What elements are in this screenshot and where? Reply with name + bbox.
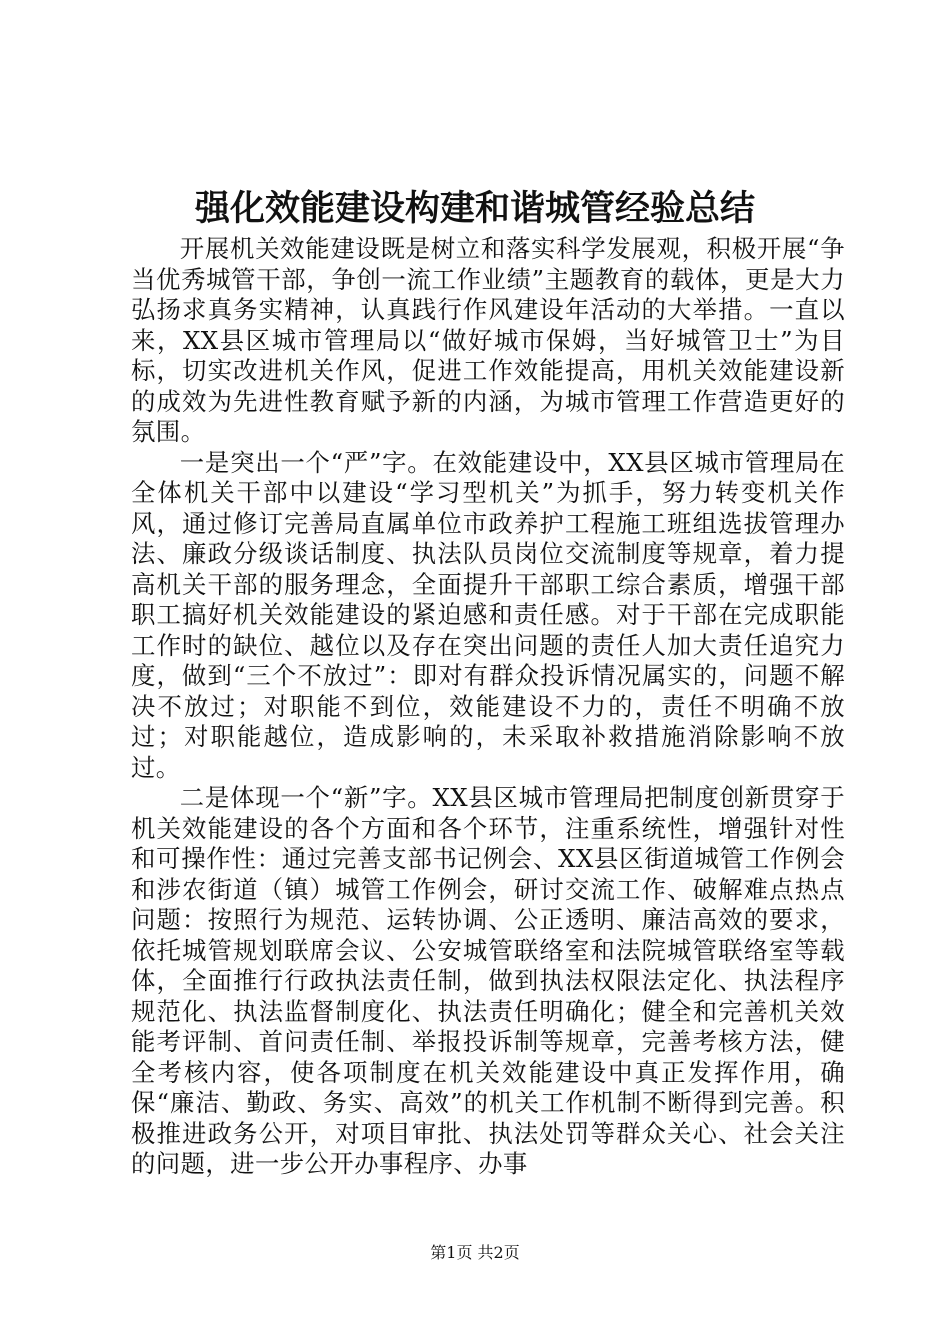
paragraph-intro: 开展机关效能建设既是树立和落实科学发展观，积极开展“争当优秀城管干部，争创一流工作业绩”主题教育的载体，更是大力弘扬求真务实精神，认真践行作风建设年活动的大举措。一直以来，XX县区城市管理局以“做好城市保姆，当好城管卫士”为目标，切实改进机关作风，促进工作效能提高，用机关效能建设新的成效为先进性教育赋予新的内涵，为城市管理工作营造更好的氛围。 xyxy=(131,234,845,446)
document-title: 强化效能建设构建和谐城管经验总结 xyxy=(194,189,755,229)
paragraph-new: 二是体现一个“新”字。XX县区城市管理局把制度创新贯穿于机关效能建设的各个方面和各个环节，注重系统性，增强针对性和可操作性：通过完善支部书记例会、XX县区街道城管工作例会和涉农街道（镇）城管工作例会，研讨交流工作、破解难点热点问题：按照行为规范、运转协调、公正透明、廉洁高效的要求，依托城管规划联席会议、公安城管联络室和法院城管联络室等载体，全面推行行政执法责任制，做到执法权限法定化、执法程序规范化、执法监督制度化、执法责任明确化；健全和完善机关效能考评制、首问责任制、举报投诉制等规章，完善考核方法，健全考核内容，使各项制度在机关效能建设中真正发挥作用，确保“廉洁、勤政、务实、高效”的机关工作机制不断得到完善。积极推进政务公开，对项目审批、执法处罚等群众关心、社会关注的问题，进一步公开办事程序、办事 xyxy=(131,783,845,1178)
paragraph-strict: 一是突出一个“严”字。在效能建设中，XX县区城市管理局在全体机关干部中以建设“学习型机关”为抓手，努力转变机关作风，通过修订完善局直属单位市政养护工程施工班组选拔管理办法、廉政分级谈话制度、执法队员岗位交流制度等规章，着力提高机关干部的服务理念，全面提升干部职工综合素质，增强干部职工搞好机关效能建设的紧迫感和责任感。对于干部在完成职能工作时的缺位、越位以及存在突出问题的责任人加大责任追究力度，做到“三个不放过”：即对有群众投诉情况属实的，问题不解决不放过；对职能不到位，效能建设不力的，责任不明确不放过；对职能越位，造成影响的，未采取补救措施消除影响不放过。 xyxy=(131,447,845,782)
page-footer: 第1页 共2页 xyxy=(430,1243,520,1262)
document-body xyxy=(131,234,845,1180)
